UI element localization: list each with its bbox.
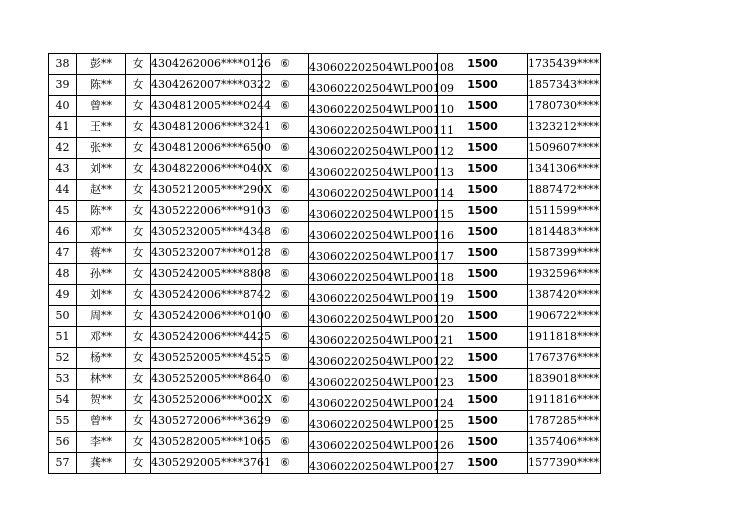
certificate-number-cell	[309, 117, 454, 138]
gender-cell: 女	[126, 117, 151, 138]
id-number-cell: 4305212005****290X	[151, 180, 262, 201]
amount-cell: 1500	[438, 432, 528, 453]
table-row	[49, 75, 601, 96]
circled-mark-cell: ⑥	[262, 222, 309, 243]
gender-cell: 女	[126, 348, 151, 369]
gender-cell: 女	[126, 306, 151, 327]
certificate-number-cell	[309, 285, 454, 306]
certificate-number-text: 430602202504WLP00116	[309, 229, 454, 242]
phone-number-cell: 1341306****	[528, 159, 601, 180]
amount-cell: 1500	[438, 285, 528, 306]
person-name: 王**	[77, 117, 126, 138]
certificate-number-text: 430602202504WLP00117	[309, 250, 454, 263]
id-number-cell: 4304262007****0322	[151, 75, 262, 96]
phone-number-cell: 1387420****	[528, 285, 601, 306]
person-name: 陈**	[77, 75, 126, 96]
row-index: 46	[49, 222, 77, 243]
id-number-cell: 4305242006****0100	[151, 306, 262, 327]
person-name: 杨**	[77, 348, 126, 369]
certificate-number-text: 430602202504WLP00114	[309, 187, 454, 200]
certificate-number-cell	[309, 75, 454, 96]
circled-mark-cell: ⑥	[262, 264, 309, 285]
circled-mark-cell: ⑥	[262, 411, 309, 432]
table-row	[49, 306, 601, 327]
amount-cell: 1500	[438, 453, 528, 474]
row-index: 40	[49, 96, 77, 117]
row-index: 55	[49, 411, 77, 432]
person-name: 曾**	[77, 96, 126, 117]
table-row	[49, 117, 601, 138]
table-row	[49, 453, 601, 474]
amount-cell: 1500	[438, 159, 528, 180]
table-row	[49, 369, 601, 390]
amount-cell: 1500	[438, 306, 528, 327]
certificate-number-cell	[309, 432, 454, 453]
table-row	[49, 432, 601, 453]
phone-number-cell: 1814483****	[528, 222, 601, 243]
person-name: 孙**	[77, 264, 126, 285]
amount-cell: 1500	[438, 75, 528, 96]
gender-cell: 女	[126, 96, 151, 117]
amount-cell: 1500	[438, 264, 528, 285]
certificate-number-cell	[309, 96, 454, 117]
certificate-number-text: 430602202504WLP00119	[309, 292, 454, 305]
row-index: 49	[49, 285, 77, 306]
roster-body	[49, 54, 601, 474]
table-row	[49, 180, 601, 201]
row-index: 56	[49, 432, 77, 453]
person-name: 张**	[77, 138, 126, 159]
circled-mark-cell: ⑥	[262, 96, 309, 117]
amount-cell: 1500	[438, 327, 528, 348]
amount-cell: 1500	[438, 222, 528, 243]
person-name: 曾**	[77, 411, 126, 432]
gender-cell: 女	[126, 54, 151, 75]
table-row	[49, 222, 601, 243]
id-number-cell: 4305272006****3629	[151, 411, 262, 432]
table-row	[49, 54, 601, 75]
certificate-number-cell	[309, 306, 454, 327]
row-index: 44	[49, 180, 77, 201]
row-index: 42	[49, 138, 77, 159]
certificate-number-text: 430602202504WLP00124	[309, 397, 454, 410]
gender-cell: 女	[126, 411, 151, 432]
id-number-cell: 4305282005****1065	[151, 432, 262, 453]
gender-cell: 女	[126, 453, 151, 474]
row-index: 53	[49, 369, 77, 390]
amount-cell: 1500	[438, 117, 528, 138]
certificate-number-text: 430602202504WLP00109	[309, 82, 454, 95]
person-name: 贺**	[77, 390, 126, 411]
person-name: 周**	[77, 306, 126, 327]
phone-number-cell: 1509607****	[528, 138, 601, 159]
certificate-number-cell	[309, 180, 454, 201]
person-name: 赵**	[77, 180, 126, 201]
gender-cell: 女	[126, 138, 151, 159]
person-name: 邓**	[77, 327, 126, 348]
table-row	[49, 201, 601, 222]
certificate-number-text: 430602202504WLP00110	[309, 103, 454, 116]
circled-mark-cell: ⑥	[262, 306, 309, 327]
certificate-number-text: 430602202504WLP00115	[309, 208, 454, 221]
id-number-cell: 4304812006****3241	[151, 117, 262, 138]
row-index: 52	[49, 348, 77, 369]
id-number-cell: 4305222006****9103	[151, 201, 262, 222]
phone-number-cell: 1839018****	[528, 369, 601, 390]
id-number-cell: 4305242005****8808	[151, 264, 262, 285]
id-number-cell: 4304262006****0126	[151, 54, 262, 75]
row-index: 47	[49, 243, 77, 264]
id-number-cell: 4304812005****0244	[151, 96, 262, 117]
circled-mark-cell: ⑥	[262, 180, 309, 201]
roster-table	[48, 53, 601, 474]
certificate-number-cell	[309, 159, 454, 180]
certificate-number-cell	[309, 243, 454, 264]
table-row	[49, 159, 601, 180]
circled-mark-cell: ⑥	[262, 159, 309, 180]
circled-mark-cell: ⑥	[262, 117, 309, 138]
phone-number-cell: 1911816****	[528, 390, 601, 411]
certificate-number-text: 430602202504WLP00121	[309, 334, 454, 347]
id-number-cell: 4305242006****4425	[151, 327, 262, 348]
phone-number-cell: 1511599****	[528, 201, 601, 222]
phone-number-cell: 1906722****	[528, 306, 601, 327]
person-name: 龚**	[77, 453, 126, 474]
table-row	[49, 411, 601, 432]
row-index: 50	[49, 306, 77, 327]
phone-number-cell: 1932596****	[528, 264, 601, 285]
table-row	[49, 285, 601, 306]
table-row	[49, 264, 601, 285]
amount-cell: 1500	[438, 180, 528, 201]
gender-cell: 女	[126, 180, 151, 201]
circled-mark-cell: ⑥	[262, 54, 309, 75]
table-row	[49, 348, 601, 369]
id-number-cell: 4305232005****4348	[151, 222, 262, 243]
table-row	[49, 138, 601, 159]
row-index: 45	[49, 201, 77, 222]
person-name: 林**	[77, 369, 126, 390]
row-index: 39	[49, 75, 77, 96]
phone-number-cell: 1577390****	[528, 453, 601, 474]
person-name: 蒋**	[77, 243, 126, 264]
phone-number-cell: 1587399****	[528, 243, 601, 264]
circled-mark-cell: ⑥	[262, 201, 309, 222]
person-name: 彭**	[77, 54, 126, 75]
phone-number-cell: 1767376****	[528, 348, 601, 369]
phone-number-cell: 1735439****	[528, 54, 601, 75]
id-number-cell: 4305242006****8742	[151, 285, 262, 306]
certificate-number-text: 430602202504WLP00127	[309, 460, 454, 473]
gender-cell: 女	[126, 390, 151, 411]
person-name: 李**	[77, 432, 126, 453]
circled-mark-cell: ⑥	[262, 348, 309, 369]
table-row	[49, 327, 601, 348]
circled-mark-cell: ⑥	[262, 327, 309, 348]
person-name: 邓**	[77, 222, 126, 243]
row-index: 54	[49, 390, 77, 411]
table-row	[49, 243, 601, 264]
amount-cell: 1500	[438, 348, 528, 369]
gender-cell: 女	[126, 159, 151, 180]
table-row	[49, 96, 601, 117]
phone-number-cell: 1323212****	[528, 117, 601, 138]
amount-cell: 1500	[438, 96, 528, 117]
certificate-number-text: 430602202504WLP00111	[309, 124, 454, 137]
certificate-number-cell	[309, 54, 454, 75]
row-index: 57	[49, 453, 77, 474]
circled-mark-cell: ⑥	[262, 453, 309, 474]
certificate-number-cell	[309, 327, 454, 348]
amount-cell: 1500	[438, 138, 528, 159]
phone-number-cell: 1887472****	[528, 180, 601, 201]
amount-cell: 1500	[438, 369, 528, 390]
person-name: 刘**	[77, 285, 126, 306]
gender-cell: 女	[126, 327, 151, 348]
certificate-number-cell	[309, 348, 454, 369]
id-number-cell: 4305252005****8640	[151, 369, 262, 390]
certificate-number-text: 430602202504WLP00120	[309, 313, 454, 326]
certificate-number-cell	[309, 369, 454, 390]
id-number-cell: 4305232007****0128	[151, 243, 262, 264]
gender-cell: 女	[126, 243, 151, 264]
amount-cell: 1500	[438, 243, 528, 264]
certificate-number-cell	[309, 138, 454, 159]
row-index: 43	[49, 159, 77, 180]
phone-number-cell: 1787285****	[528, 411, 601, 432]
table-row	[49, 390, 601, 411]
certificate-number-cell	[309, 201, 454, 222]
certificate-number-cell	[309, 222, 454, 243]
person-name: 陈**	[77, 201, 126, 222]
amount-cell: 1500	[438, 54, 528, 75]
certificate-number-text: 430602202504WLP00113	[309, 166, 454, 179]
certificate-number-cell	[309, 264, 454, 285]
certificate-number-cell	[309, 411, 454, 432]
phone-number-cell: 1911818****	[528, 327, 601, 348]
gender-cell: 女	[126, 285, 151, 306]
person-name: 刘**	[77, 159, 126, 180]
certificate-number-cell	[309, 390, 454, 411]
circled-mark-cell: ⑥	[262, 390, 309, 411]
certificate-number-text: 430602202504WLP00123	[309, 376, 454, 389]
gender-cell: 女	[126, 432, 151, 453]
gender-cell: 女	[126, 222, 151, 243]
row-index: 51	[49, 327, 77, 348]
certificate-number-cell	[309, 453, 454, 474]
certificate-number-text: 430602202504WLP00108	[309, 61, 454, 74]
circled-mark-cell: ⑥	[262, 369, 309, 390]
phone-number-cell: 1857343****	[528, 75, 601, 96]
certificate-number-text: 430602202504WLP00118	[309, 271, 454, 284]
circled-mark-cell: ⑥	[262, 138, 309, 159]
certificate-number-text: 430602202504WLP00126	[309, 439, 454, 452]
circled-mark-cell: ⑥	[262, 432, 309, 453]
circled-mark-cell: ⑥	[262, 243, 309, 264]
row-index: 41	[49, 117, 77, 138]
amount-cell: 1500	[438, 390, 528, 411]
certificate-number-text: 430602202504WLP00122	[309, 355, 454, 368]
amount-cell: 1500	[438, 411, 528, 432]
circled-mark-cell: ⑥	[262, 285, 309, 306]
row-index: 38	[49, 54, 77, 75]
circled-mark-cell: ⑥	[262, 75, 309, 96]
gender-cell: 女	[126, 369, 151, 390]
gender-cell: 女	[126, 264, 151, 285]
id-number-cell: 4304812006****6500	[151, 138, 262, 159]
id-number-cell: 4304822006****040X	[151, 159, 262, 180]
gender-cell: 女	[126, 201, 151, 222]
amount-cell: 1500	[438, 201, 528, 222]
id-number-cell: 4305252005****4525	[151, 348, 262, 369]
certificate-number-text: 430602202504WLP00125	[309, 418, 454, 431]
gender-cell: 女	[126, 75, 151, 96]
id-number-cell: 4305252006****002X	[151, 390, 262, 411]
phone-number-cell: 1357406****	[528, 432, 601, 453]
phone-number-cell: 1780730****	[528, 96, 601, 117]
row-index: 48	[49, 264, 77, 285]
certificate-number-text: 430602202504WLP00112	[309, 145, 454, 158]
id-number-cell: 4305292005****3761	[151, 453, 262, 474]
